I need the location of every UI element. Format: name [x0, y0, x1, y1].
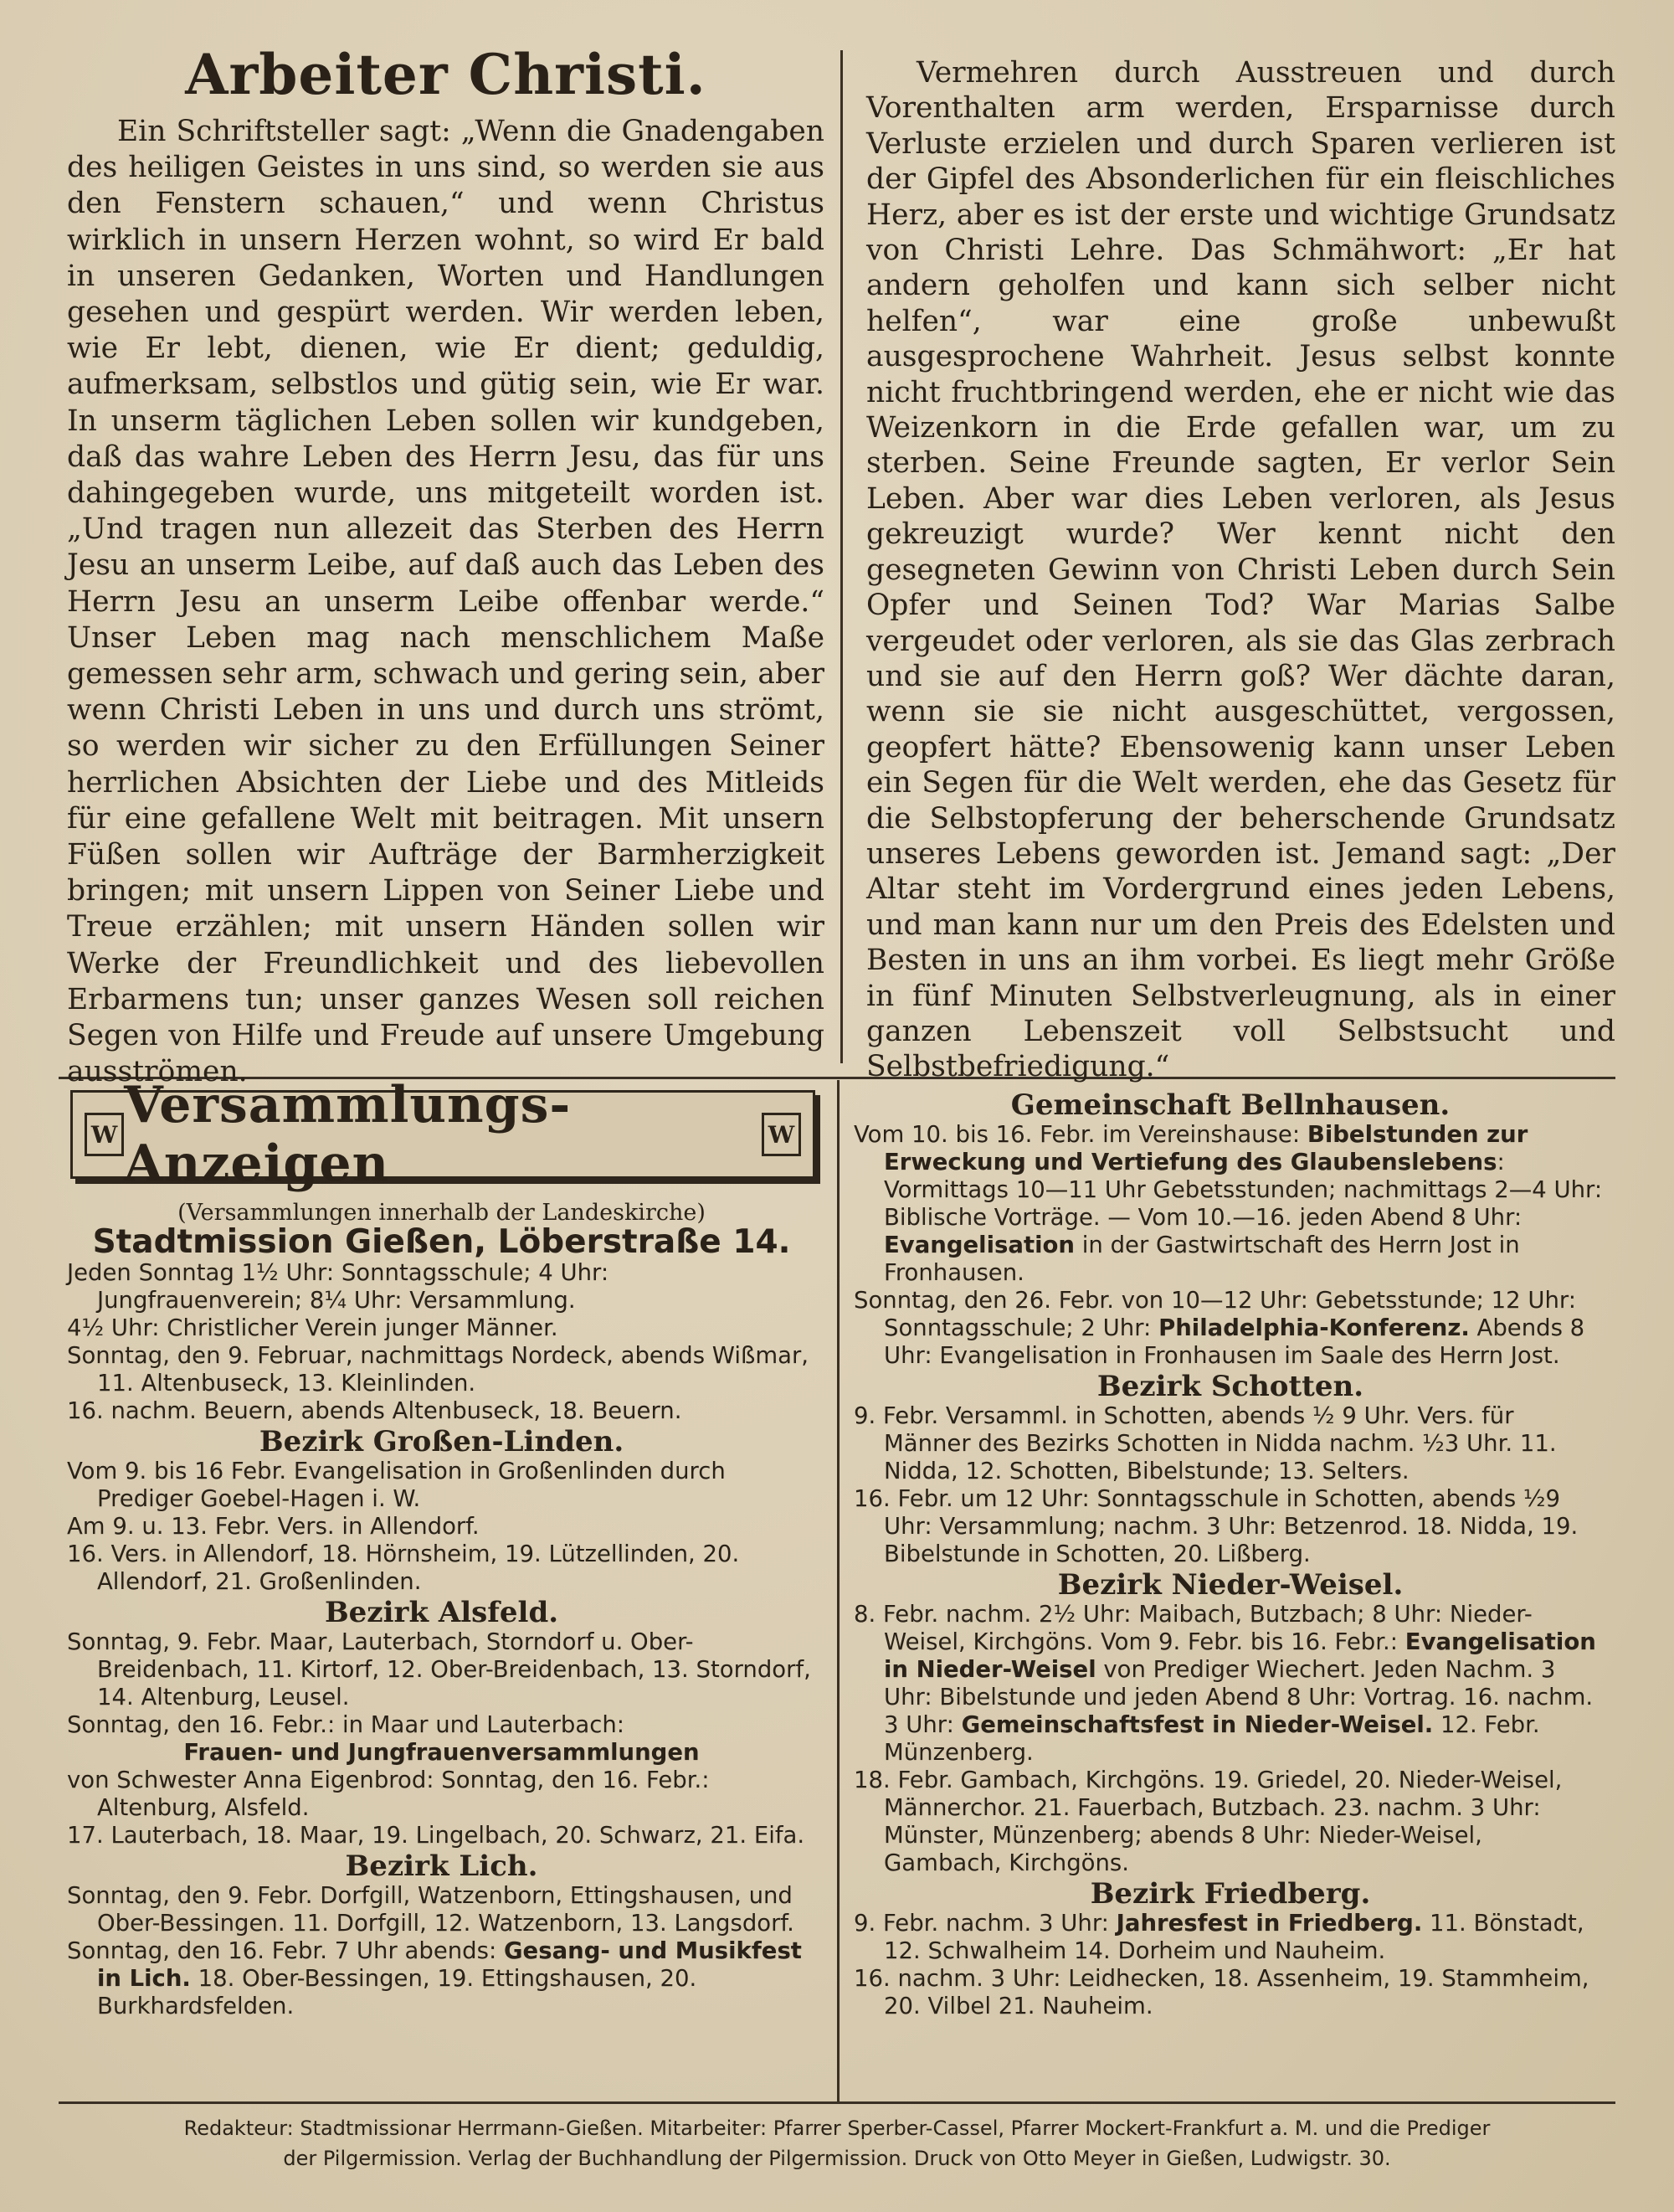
list-item: Sonntag, 9. Febr. Maar, Lauterbach, Storndorf u. Ober-Breidenbach, 11. Kirtorf, 12. Ober-Breidenbach, 13. Storndorf, 14. Altenburg, Leusel.	[67, 1628, 811, 1710]
district-title-nieder-weisel: Bezirk Nieder-Weisel.	[1057, 1568, 1404, 1602]
article-body-left: Ein Schriftsteller sagt: „Wenn die Gnadengaben des heiligen Geistes in uns sind, so werden sie aus den Fenstern schauen,“ und wenn Christus wirklich in unsern Herzen wohnt, so wird Er bald in unseren Gedanken, Worten und Handlungen gesehen und gespürt werden. Wir werden leben, wie Er lebt, dienen, wie Er dient; geduldig, aufmerksam, selbstlos und gütig sein, wie Er war. In unserm täglichen Leben sollen wir kundgeben, daß das wahre Leben des Herrn Jesu, das für uns dahingegeben wurde, uns mitgeteilt worden ist. „Und tragen nun allezeit das Sterben des Herrn Jesu an unserm Leibe, auf daß auch das Leben des Herrn Jesu an unserm Leibe offenbar werde.“ Unser Leben mag nach menschlichem Maße gemessen sehr arm, schwach und gering sein, aber wenn Christi Leben in uns und durch uns strömt, so werden wir sicher zu den Erfüllungen Seiner herrlichen Absichten der Liebe und des Mitleids für eine gefallene Welt mit beitragen. Mit unsern Füßen sollen wir Aufträge der Barmherzigkeit bringen; mit unsern Lippen von Seiner Liebe und Treue erzählen; mit unsern Händen sollen wir Werke der Freundlichkeit und des liebevollen Erbarmens tun; unser ganzes Wesen soll reichen Segen von Hilfe und Freude auf unsere Umgebung ausströmen.	[67, 115, 824, 1089]
text-run: 8. Febr. nachm. 2½ Uhr: Maibach, Butzbach; 8 Uhr: Nieder-Weisel, Kirchgöns. Vom 9. Febr. bis 16. Febr.:	[854, 1601, 1533, 1655]
district-title-lich: Bezirk Lich.	[345, 1849, 538, 1883]
text-emphasis: Jahresfest in Friedberg.	[1116, 1910, 1423, 1937]
text-run: 18. Ober-Bessingen, 19. Ettingshausen, 20. Burkhardsfelden.	[97, 1965, 697, 2019]
list-item	[854, 1910, 1607, 1965]
list-item: Sonntag, den 9. Februar, nachmittags Nordeck, abends Wißmar, 11. Altenbuseck, 13. Kleinlinden.	[67, 1342, 809, 1397]
imprint-line: Redakteur: Stadtmissionar Herrmann-Gießen. Mitarbeiter: Pfarrer Sperber-Cassel, Pfarrer Mockert-Frankfurt a. M. und die Prediger	[183, 2117, 1491, 2140]
text-emphasis: Evangelisation in Nieder-Weisel	[884, 1628, 1596, 1683]
list-item: von Schwester Anna Eigenbrod: Sonntag, den 16. Febr.: Altenburg, Alsfeld.	[67, 1767, 710, 1821]
announcements-right	[854, 1088, 1607, 2020]
ornament-left-icon: W	[85, 1113, 124, 1156]
text-run: in der Gastwirtschaft des Herrn Jost in Fronhausen.	[884, 1232, 1520, 1286]
text-run: 9. Febr. nachm. 3 Uhr:	[854, 1910, 1117, 1937]
list-item: 16. Febr. um 12 Uhr: Sonntagsschule in Schotten, abends ½9 Uhr: Versammlung; nachm. 3 Uhr: Betzenrod. 18. Nidda, 19. Bibelstunde in Schotten, 20. Lißberg.	[854, 1485, 1579, 1567]
article-right	[866, 55, 1615, 1085]
text-run: Sonntag, den 16. Febr. 7 Uhr abends:	[67, 1937, 504, 1964]
stadtmission-heading: Stadtmission Gießen, Löberstraße 14.	[92, 1223, 791, 1261]
text-emphasis: Philadelphia-Konferenz.	[1158, 1314, 1470, 1341]
list-item: Jeden Sonntag 1½ Uhr: Sonntagsschule; 4 Uhr: Jungfrauenverein; 8¼ Uhr: Versammlung.	[67, 1259, 609, 1314]
text-run: von Prediger Wiechert. Jeden Nachm. 3 Uhr: Bibelstunde und jeden Abend 8 Uhr: Vortrag. 16. nachm. 3 Uhr:	[884, 1656, 1594, 1738]
district-title-alsfeld: Bezirk Alsfeld.	[324, 1596, 559, 1629]
list-item	[854, 1601, 1607, 1767]
list-item: Vom 9. bis 16 Febr. Evangelisation in Großenlinden durch Prediger Goebel-Hagen i. W.	[67, 1458, 726, 1512]
district-title-friedberg: Bezirk Friedberg.	[1090, 1877, 1371, 1911]
list-item	[854, 1287, 1607, 1370]
article-title: Arbeiter Christi.	[185, 42, 706, 107]
list-item: Sonntag, den 9. Febr. Dorfgill, Watzenborn, Ettingshausen, und Ober-Bessingen. 11. Dorfgill, 12. Watzenborn, 13. Langsdorf.	[67, 1882, 794, 1937]
list-item: 16. nachm. 3 Uhr: Leidhecken, 18. Assenheim, 19. Stammheim, 20. Vilbel 21. Nauheim.	[854, 1965, 1589, 2019]
text-run: 11. Bönstadt, 12. Schwalheim 14. Dorheim und Nauheim.	[884, 1910, 1584, 1964]
bottom-column-divider	[837, 1080, 840, 2101]
announcements-banner	[70, 1076, 815, 1193]
text-run: Sonntag, den 26. Febr. von 10—12 Uhr: Gebetsstunde; 12 Uhr: Sonntagsschule; 2 Uhr:	[854, 1287, 1577, 1341]
imprint-footer	[50, 2113, 1624, 2173]
text-run: 12. Febr. Münzenberg.	[884, 1711, 1540, 1766]
list-item: 9. Febr. Versamml. in Schotten, abends ½ 9 Uhr. Vers. für Männer des Bezirks Schotten in Nidda nachm. ½3 Uhr. 11. Nidda, 12. Schotten, Bibelstunde; 13. Selters.	[854, 1402, 1557, 1484]
top-column-divider	[840, 50, 843, 1063]
ornament-right-icon: W	[762, 1113, 801, 1156]
list-item: 17. Lauterbach, 18. Maar, 19. Lingelbach, 20. Schwarz, 21. Eifa.	[67, 1822, 805, 1849]
text-run: Vom 10. bis 16. Febr. im Vereinshause:	[854, 1121, 1307, 1148]
list-item: 16. nachm. Beuern, abends Altenbuseck, 18. Beuern.	[67, 1397, 682, 1424]
imprint-line: der Pilgermission. Verlag der Buchhandlung der Pilgermission. Druck von Otto Meyer in Gießen, Ludwigstr. 30.	[283, 2147, 1391, 2170]
text-emphasis: Evangelisation	[884, 1232, 1076, 1258]
article-left	[67, 42, 824, 1090]
text-run: : Vormittags 10—11 Uhr Gebetsstunden; nachmittags 2—4 Uhr: Biblische Vorträge. — Vom 10.—16. jeden Abend 8 Uhr:	[884, 1149, 1603, 1231]
list-item-highlight: Frauen- und Jungfrauenversammlungen	[183, 1739, 700, 1766]
text-run: Abends 8 Uhr: Evangelisation in Fronhausen im Saale des Herrn Jost.	[884, 1314, 1585, 1369]
announcements-left	[67, 1199, 816, 2020]
text-emphasis: Bibelstunden zur Erweckung und Vertiefung des Glaubenslebens	[884, 1121, 1528, 1175]
list-item	[854, 1121, 1607, 1287]
article-body-right: Vermehren durch Ausstreuen und durch Vorenthalten arm werden, Ersparnisse durch Verluste erzielen und durch Sparen verlieren ist der Gipfel des Absonderlichen für ein fleischliches Herz, aber es ist der erste und wichtige Grundsatz von Christi Lehre. Das Schmähwort: „Er hat andern geholfen und kann sich selber nicht helfen“, war eine große unbewußt ausgesprochene Wahrheit. Jesus selbst konnte nicht fruchtbringend werden, ehe er nicht wie das Weizenkorn in die Erde gefallen war, um zu sterben. Seine Freunde sagten, Er verlor Sein Leben. Aber war dies Leben verloren, als Jesus gekreuzigt wurde? Wer kennt nicht den gesegneten Gewinn von Christi Leben durch Sein Opfer und Seinen Tod? War Marias Salbe vergeudet oder verloren, als sie das Glas zerbrach und sie auf den Herrn goß? Wer dächte daran, wenn sie sie nicht ausgeschüttet, vergossen, geopfert hätte? Ebensowenig kann unser Leben ein Segen für die Welt werden, ehe das Gesetz für die Selbstopferung der beherschende Grundsatz unseres Lebens geworden ist. Jemand sagt: „Der Altar steht im Vordergrund eines jeden Lebens, und man kann nur um den Preis des Edelsten und Besten in uns an ihm vorbei. Es liegt mehr Größe in fünf Minuten Selbstverleugnung, als in einer ganzen Lebenszeit voll Selbstsucht und Selbstbefriedigung.“	[866, 56, 1615, 1084]
text-emphasis: Gemeinschaftsfest in Nieder-Weisel.	[961, 1711, 1434, 1738]
announcements-subtitle: (Versammlungen innerhalb der Landeskirche)	[177, 1200, 706, 1226]
list-item: 18. Febr. Gambach, Kirchgöns. 19. Griedel, 20. Nieder-Weisel, Männerchor. 21. Fauerbach, Butzbach. 23. nachm. 3 Uhr: Münster, Münzenberg; abends 8 Uhr: Nieder-Weisel, Gambach, Kirchgöns.	[854, 1767, 1563, 1876]
district-title-grossen-linden: Bezirk Großen-Linden.	[259, 1425, 624, 1458]
district-title-bellnhausen: Gemeinschaft Bellnhausen.	[1010, 1088, 1451, 1122]
list-item: Am 9. u. 13. Febr. Vers. in Allendorf.	[67, 1513, 480, 1540]
banner-title: Versammlungs-Anzeigen	[124, 1076, 572, 1193]
text-emphasis: Gesang- und Musikfest in Lich.	[97, 1937, 802, 1992]
list-item: 16. Vers. in Allendorf, 18. Hörnsheim, 19. Lützellinden, 20. Allendorf, 21. Großenlinden.	[67, 1541, 740, 1595]
list-item: 4½ Uhr: Christlicher Verein junger Männer.	[67, 1314, 558, 1341]
list-item	[67, 1937, 816, 2020]
list-item: Sonntag, den 16. Febr.: in Maar und Lauterbach:	[67, 1711, 625, 1738]
district-title-schotten: Bezirk Schotten.	[1096, 1370, 1364, 1403]
footer-divider	[59, 2101, 1615, 2104]
